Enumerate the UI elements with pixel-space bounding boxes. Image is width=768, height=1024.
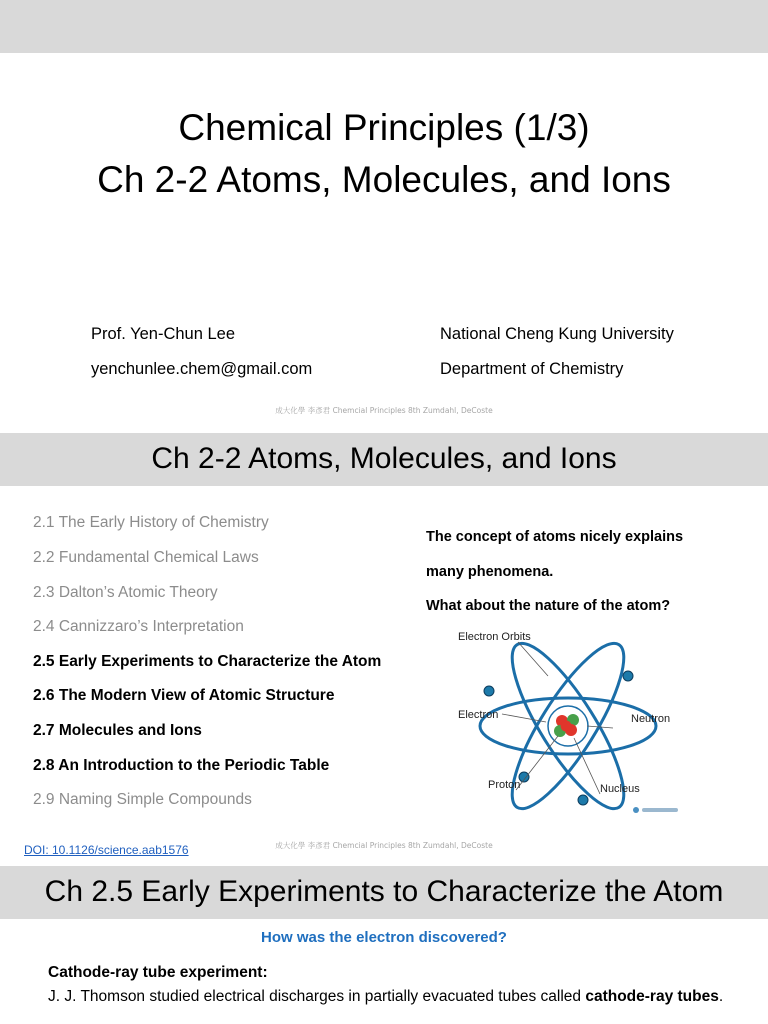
department-name: Department of Chemistry [440, 360, 624, 378]
contents-slide [0, 486, 768, 857]
toc-item: 2.9 Naming Simple Compounds [33, 791, 252, 808]
slide2-header: Ch 2-2 Atoms, Molecules, and Ions [151, 442, 617, 475]
doi-link[interactable]: DOI: 10.1126/science.aab1576 [24, 843, 189, 857]
toc-item: 2.4 Cannizzaro’s Interpretation [33, 618, 244, 635]
concept-text-line3: What about the nature of the atom? [426, 598, 671, 614]
label-electron-orbits: Electron Orbits [458, 631, 531, 643]
toc-item: 2.1 The Early History of Chemistry [33, 514, 269, 531]
slide2-header-band [0, 433, 768, 486]
sciencetrek-logo [633, 807, 678, 813]
toc-item: 2.3 Dalton’s Atomic Theory [33, 584, 218, 601]
electron-dot [623, 671, 633, 681]
slide-title-line2: Ch 2-2 Atoms, Molecules, and Ions [97, 159, 671, 200]
label-proton: Proton [488, 779, 521, 791]
title-slide [0, 53, 768, 433]
slide3-header: Ch 2.5 Early Experiments to Characterize the Atom [44, 875, 724, 908]
nucleus [548, 706, 588, 746]
cathode-body-term: cathode-ray tubes [585, 988, 719, 1005]
cathode-body-end: . [718, 988, 724, 1005]
toc-item: 2.5 Early Experiments to Characterize the Atom [33, 653, 382, 670]
slide-footer: 成大化學 李彥君 Chemcial Principles 8th Zumdahl, DeCoste [275, 406, 493, 415]
slide-title-line1: Chemical Principles (1/3) [178, 107, 590, 148]
toc-item: 2.7 Molecules and Ions [33, 722, 202, 739]
cathode-body-start: J. J. Thomson studied electrical discharges in partially evacuated tubes called [48, 988, 586, 1005]
cathode-ray-description [48, 986, 738, 1008]
top-gray-band [0, 0, 768, 53]
label-electron: Electron [458, 709, 499, 721]
toc-item: 2.8 An Introduction to the Periodic Table [33, 757, 330, 774]
concept-text-line2: many phenomena. [426, 564, 554, 580]
label-neutron: Neutron [631, 713, 671, 725]
label-nucleus: Nucleus [600, 783, 640, 795]
author-email: yenchunlee.chem@gmail.com [91, 360, 313, 378]
electron-dot [578, 795, 588, 805]
electron-dot [484, 686, 494, 696]
toc-item: 2.6 The Modern View of Atomic Structure [33, 687, 335, 704]
atom-diagram [450, 620, 690, 832]
electron-dot [519, 772, 529, 782]
university-name: National Cheng Kung University [440, 325, 674, 343]
slide3-header-band [0, 866, 768, 919]
electron-question: How was the electron discovered? [261, 929, 507, 946]
toc-item: 2.2 Fundamental Chemical Laws [33, 549, 259, 566]
cathode-ray-title: Cathode-ray tube experiment: [48, 964, 268, 981]
author-name: Prof. Yen-Chun Lee [91, 325, 236, 343]
concept-text-line1: The concept of atoms nicely explains [426, 529, 684, 545]
slide-footer: 成大化學 李彥君 Chemcial Principles 8th Zumdahl, DeCoste [275, 841, 493, 850]
